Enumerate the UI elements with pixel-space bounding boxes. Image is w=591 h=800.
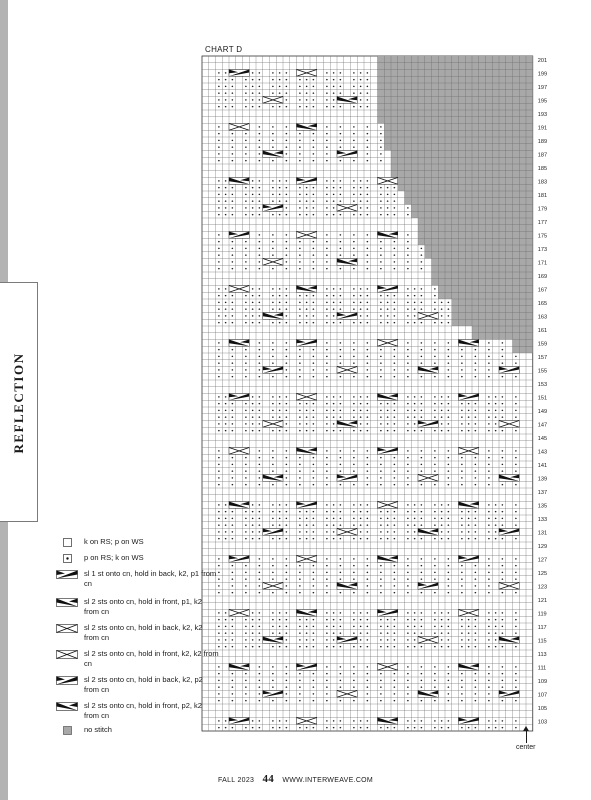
cable-mark xyxy=(297,556,317,563)
row-label: 161 xyxy=(537,328,548,335)
no-stitch-icon xyxy=(63,726,72,735)
cable-mark xyxy=(459,340,479,347)
legend-text: sl 2 sts onto cn, hold in back, k2, k2 from cn xyxy=(84,623,203,642)
row-label: 199 xyxy=(537,71,548,78)
cable-mark xyxy=(263,205,283,212)
row-label: 131 xyxy=(537,530,548,537)
cable-mark xyxy=(263,421,283,428)
footer-website: WWW.INTERWEAVE.COM xyxy=(282,777,374,784)
cable-mark xyxy=(229,394,249,401)
row-label: 181 xyxy=(537,193,548,200)
row-label: 127 xyxy=(537,557,548,564)
section-tab-label: REFLECTION xyxy=(11,352,26,454)
cable-mark xyxy=(337,529,357,536)
row-label: 109 xyxy=(537,679,548,686)
cable-mark xyxy=(378,448,398,455)
row-label: 165 xyxy=(537,301,548,308)
row-label: 125 xyxy=(537,571,548,578)
cable-mark xyxy=(378,178,398,185)
row-label: 159 xyxy=(537,341,548,348)
cable-mark xyxy=(263,583,283,590)
row-label: 175 xyxy=(537,233,548,240)
cable-mark xyxy=(229,664,249,671)
cable-mark xyxy=(499,475,519,482)
cable-mark xyxy=(499,367,519,374)
row-label: 145 xyxy=(537,436,548,443)
cable-2-2-back-purl-icon xyxy=(56,676,78,685)
chart-gridlines xyxy=(202,56,533,731)
row-label: 111 xyxy=(537,665,547,672)
row-label: 113 xyxy=(537,652,547,659)
row-label: 189 xyxy=(537,139,548,146)
cable-mark xyxy=(229,448,249,455)
cable-mark xyxy=(297,286,317,293)
cable-mark xyxy=(229,178,249,185)
cable-2-2-back-icon xyxy=(56,624,78,633)
cable-mark xyxy=(499,583,519,590)
cable-mark xyxy=(499,637,519,644)
cable-mark xyxy=(297,394,317,401)
cable-mark xyxy=(297,70,317,77)
row-label: 155 xyxy=(537,368,548,375)
cable-mark xyxy=(229,340,249,347)
cable-1-1-back-icon xyxy=(56,570,78,579)
row-label: 185 xyxy=(537,166,548,173)
row-label: 151 xyxy=(537,395,548,402)
legend-text: sl 2 sts onto cn, hold in back, k2, p2 from cn xyxy=(84,675,203,694)
center-label: center xyxy=(516,744,536,751)
cable-mark xyxy=(459,502,479,509)
center-arrow-icon xyxy=(526,730,527,743)
row-label: 153 xyxy=(537,382,548,389)
row-label: 135 xyxy=(537,503,548,510)
row-label: 157 xyxy=(537,355,548,362)
row-label: 193 xyxy=(537,112,548,119)
cable-mark xyxy=(297,124,317,131)
section-tab xyxy=(0,282,38,522)
cable-2-2-front-purl-icon xyxy=(56,702,78,711)
cable-mark xyxy=(459,394,479,401)
legend-text: sl 2 sts onto cn, hold in front, k2, k2 from cn xyxy=(84,649,219,668)
cable-mark xyxy=(459,556,479,563)
cable-mark xyxy=(378,232,398,239)
cable-mark xyxy=(229,232,249,239)
cable-mark xyxy=(418,583,438,590)
cable-mark xyxy=(378,286,398,293)
cable-mark xyxy=(378,394,398,401)
row-label: 183 xyxy=(537,179,548,186)
cable-mark xyxy=(297,448,317,455)
row-label: 137 xyxy=(537,490,548,497)
row-label: 201 xyxy=(537,58,548,65)
row-label: 179 xyxy=(537,206,548,213)
legend-text: sl 2 sts onto cn, hold in front, p1, k2 from cn xyxy=(84,597,202,616)
row-labels xyxy=(538,58,547,726)
cable-mark xyxy=(263,259,283,266)
cable-mark xyxy=(229,502,249,509)
row-label: 121 xyxy=(537,598,548,605)
cable-mark xyxy=(263,313,283,320)
cable-mark xyxy=(418,367,438,374)
cable-mark xyxy=(297,178,317,185)
row-label: 147 xyxy=(537,422,548,429)
knit-square-icon xyxy=(63,538,72,547)
row-label: 187 xyxy=(537,152,548,159)
cable-mark xyxy=(499,691,519,698)
page-number: 44 xyxy=(262,773,275,785)
row-label: 117 xyxy=(537,625,547,632)
row-label: 167 xyxy=(537,287,548,294)
cable-2-2-front-icon xyxy=(56,650,78,659)
row-label: 141 xyxy=(537,463,548,470)
row-label: 173 xyxy=(537,247,548,254)
legend-text: p on RS; k on WS xyxy=(84,553,144,562)
cable-mark xyxy=(297,664,317,671)
cable-mark xyxy=(418,637,438,644)
cable-mark xyxy=(297,340,317,347)
cable-mark xyxy=(418,421,438,428)
cable-mark xyxy=(263,97,283,104)
row-label: 191 xyxy=(537,125,548,132)
cable-mark xyxy=(337,313,357,320)
cable-mark xyxy=(229,286,249,293)
cable-mark xyxy=(459,448,479,455)
row-label: 143 xyxy=(537,449,548,456)
cable-mark xyxy=(337,205,357,212)
cable-mark xyxy=(297,718,317,725)
cable-mark xyxy=(378,664,398,671)
row-label: 107 xyxy=(537,692,548,699)
cable-mark xyxy=(418,313,438,320)
cable-mark xyxy=(337,367,357,374)
cable-mark xyxy=(337,97,357,104)
row-label: 133 xyxy=(537,517,548,524)
cable-mark xyxy=(229,718,249,725)
knitting-chart xyxy=(200,54,570,734)
row-label: 195 xyxy=(537,98,548,105)
page-footer xyxy=(0,773,591,785)
cable-mark xyxy=(459,664,479,671)
cable-mark xyxy=(337,259,357,266)
legend-text: sl 2 sts onto cn, hold in front, p2, k2 from cn xyxy=(84,701,202,720)
row-label: 197 xyxy=(537,85,548,92)
cable-mark xyxy=(499,529,519,536)
cable-mark xyxy=(499,421,519,428)
cable-mark xyxy=(263,637,283,644)
cable-mark xyxy=(229,610,249,617)
cable-mark xyxy=(337,583,357,590)
cable-mark xyxy=(418,529,438,536)
cable-mark xyxy=(337,637,357,644)
cable-mark xyxy=(297,502,317,509)
cable-mark xyxy=(229,556,249,563)
row-label: 177 xyxy=(537,220,548,227)
cable-mark xyxy=(229,124,249,131)
cable-mark xyxy=(337,421,357,428)
legend-text: no stitch xyxy=(84,725,112,734)
cable-mark xyxy=(378,502,398,509)
row-label: 129 xyxy=(537,544,548,551)
cable-mark xyxy=(459,718,479,725)
row-label: 119 xyxy=(537,611,547,618)
cable-mark xyxy=(378,340,398,347)
cable-mark xyxy=(263,475,283,482)
row-label: 163 xyxy=(537,314,548,321)
row-label: 171 xyxy=(537,260,548,267)
cable-mark xyxy=(297,610,317,617)
cable-mark xyxy=(378,610,398,617)
cable-mark xyxy=(263,529,283,536)
purl-dot-icon xyxy=(63,554,72,563)
cable-mark xyxy=(378,556,398,563)
cable-2-1-front-icon xyxy=(56,598,78,607)
row-label: 103 xyxy=(537,719,548,726)
footer-issue: FALL 2023 xyxy=(217,777,255,784)
cable-mark xyxy=(378,718,398,725)
chart-title: CHART D xyxy=(205,45,243,54)
cable-mark xyxy=(418,475,438,482)
row-label: 139 xyxy=(537,476,548,483)
row-label: 169 xyxy=(537,274,548,281)
row-label: 149 xyxy=(537,409,548,416)
cable-mark xyxy=(297,232,317,239)
cable-mark xyxy=(459,610,479,617)
cable-mark xyxy=(263,691,283,698)
cable-mark xyxy=(337,691,357,698)
cable-mark xyxy=(337,151,357,158)
cable-mark xyxy=(229,70,249,77)
cable-mark xyxy=(418,691,438,698)
legend-text: k on RS; p on WS xyxy=(84,537,144,546)
cable-mark xyxy=(337,475,357,482)
row-label: 123 xyxy=(537,584,548,591)
cable-mark xyxy=(263,151,283,158)
row-label: 115 xyxy=(537,638,547,645)
legend-text: sl 1 st onto cn, hold in back, k2, p1 from cn xyxy=(84,569,217,588)
row-label: 105 xyxy=(537,706,548,713)
cable-mark xyxy=(263,367,283,374)
